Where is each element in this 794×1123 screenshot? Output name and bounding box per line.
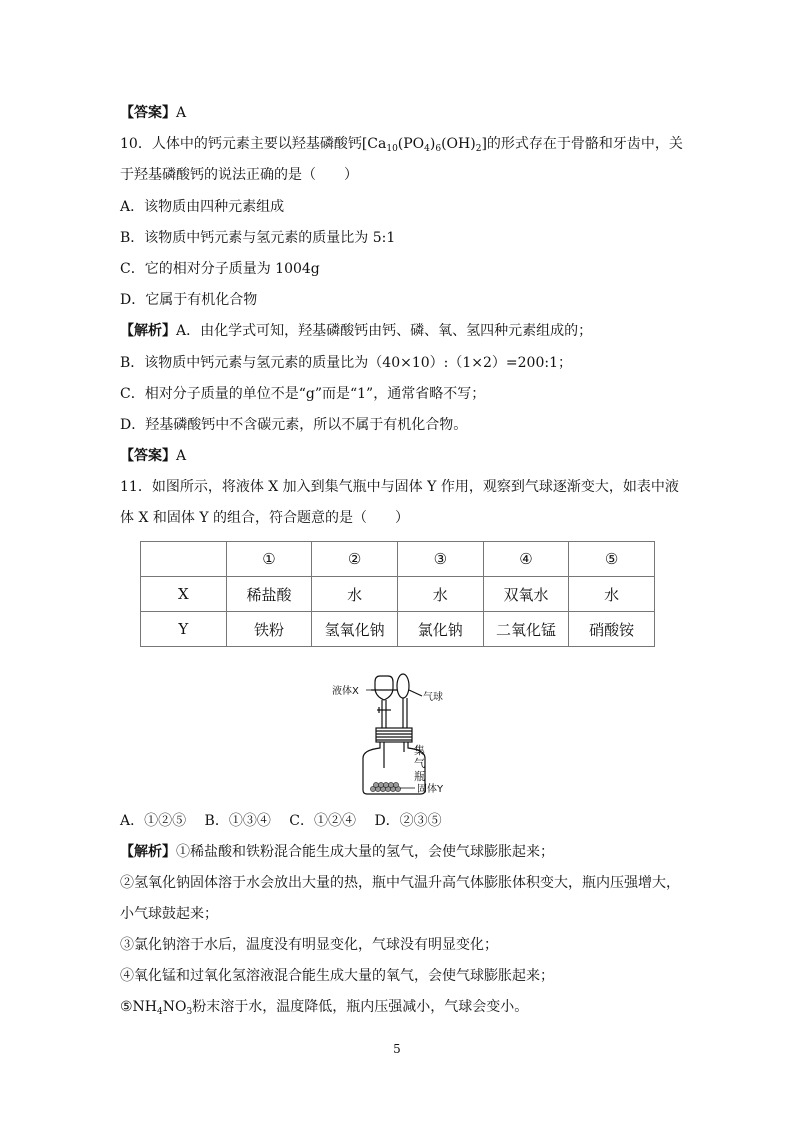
label-balloon: 气球	[423, 692, 443, 703]
q10-analysis-b: B．该物质中钙元素与氢元素的质量比为（40×10）:（1×2）=200:1；	[120, 355, 572, 371]
subscript: 3	[186, 1007, 193, 1017]
table-cell: ④	[483, 542, 569, 577]
table-cell: 氯化钠	[397, 612, 483, 647]
apparatus-figure	[330, 668, 470, 800]
q11-analysis-3: ③氯化钠溶于水后，温度没有明显变化，气球没有明显变化；	[120, 937, 498, 953]
balloon	[397, 674, 422, 734]
q9-answer-line	[120, 103, 186, 123]
table-cell: 氢氧化钠	[312, 612, 398, 647]
subscript: 4	[157, 1007, 163, 1017]
label-liquid-x: 液体X	[332, 686, 359, 697]
label-bottle-3: 瓶	[414, 770, 425, 783]
q11-analysis-1-line	[120, 842, 554, 862]
formula-part: (OH)	[441, 136, 476, 152]
q10-option-a: A．该物质由四种元素组成	[120, 199, 285, 215]
label-bottle-2: 气	[414, 757, 425, 770]
solid-particles	[370, 782, 400, 791]
table-cell: ③	[397, 542, 483, 577]
table-cell: Y	[141, 612, 227, 647]
q10-option-c: C．它的相对分子质量为 1004g	[120, 261, 320, 277]
answer-value: A	[176, 448, 187, 464]
q10-analysis-a-line	[120, 321, 592, 341]
table-cell: ⑤	[569, 542, 655, 577]
q11-analysis-2b: 小气球鼓起来；	[120, 906, 218, 922]
q11-options: A．①②⑤ B．①③④ C．①②④ D．②③⑤	[120, 813, 442, 829]
analysis-label: 【解析】	[120, 323, 176, 339]
funnel	[371, 676, 397, 736]
table-cell: ②	[312, 542, 398, 577]
answer-value: A	[176, 105, 187, 121]
table-cell: 水	[569, 577, 655, 612]
analysis-label: 【解析】	[120, 844, 176, 860]
q11-analysis-4: ④氧化锰和过氧化氢溶液混合能生成大量的氧气，会使气球膨胀起来；	[120, 968, 554, 984]
q10-stem-line2: 于羟基磷酸钙的说法正确的是（ ）	[120, 167, 358, 183]
apparatus-diagram	[330, 668, 470, 800]
q10-stem-text: ]的形式存在于骨骼和牙齿中，关	[481, 136, 683, 152]
table-cell: ①	[226, 542, 312, 577]
q10-analysis-d: D．羟基磷酸钙中不含碳元素，所以不属于有机化合物。	[120, 417, 468, 433]
table-cell: 水	[397, 577, 483, 612]
q10-option-d: D．它属于有机化合物	[120, 292, 258, 308]
subscript: 2	[475, 144, 482, 154]
answer-label: 【答案】	[120, 448, 176, 464]
table-cell: 稀盐酸	[226, 577, 312, 612]
label-solid-y: 固体Y	[417, 784, 444, 795]
formula-part: )	[429, 136, 436, 152]
q10-option-b: B．该物质中钙元素与氢元素的质量比为 5:1	[120, 230, 396, 246]
table-cell	[141, 542, 227, 577]
formula-part: NO	[162, 999, 187, 1015]
analysis-text: ①稀盐酸和铁粉混合能生成大量的氢气，会使气球膨胀起来；	[176, 844, 554, 860]
answer-label: 【答案】	[120, 105, 176, 121]
subscript: 4	[424, 144, 430, 154]
analysis-text: A．由化学式可知，羟基磷酸钙由钙、磷、氧、氢四种元素组成的；	[176, 323, 593, 339]
table-header-row	[141, 542, 655, 577]
table-cell: X	[141, 577, 227, 612]
stopper	[376, 728, 412, 742]
table-cell: 水	[312, 577, 398, 612]
subscript: 6	[435, 144, 442, 154]
table-cell: 铁粉	[226, 612, 312, 647]
q10-stem-text: 10．人体中的钙元素主要以羟基磷酸钙[Ca	[120, 136, 387, 152]
combination-table	[140, 541, 655, 647]
table-cell: 二氧化锰	[483, 612, 569, 647]
q11-analysis-2a: ②氢氧化钠固体溶于水会放出大量的热，瓶中气温升高气体膨胀体积变大，瓶内压强增大，	[120, 875, 680, 891]
q11-stem-line1: 11．如图所示，将液体 X 加入到集气瓶中与固体 Y 作用，观察到气球逐渐变大，如表中液	[120, 479, 679, 495]
q10-answer-line	[120, 446, 186, 466]
formula-part: (PO	[397, 136, 425, 152]
table-cell: 硝酸铵	[569, 612, 655, 647]
q11-stem-line2: 体 X 和固体 Y 的组合，符合题意的是（ ）	[120, 510, 410, 526]
table-row	[141, 577, 655, 612]
table-cell: 双氧水	[483, 577, 569, 612]
table-row	[141, 612, 655, 647]
q10-stem-line1	[120, 134, 683, 154]
page-number: 5	[393, 1042, 401, 1056]
analysis-text: 粉末溶于水，温度降低，瓶内压强减小，气球会变小。	[192, 999, 529, 1015]
subscript: 10	[386, 144, 398, 154]
formula-part: ⑤NH	[120, 999, 158, 1015]
label-bottle-1: 集	[414, 744, 425, 757]
q10-analysis-c: C．相对分子质量的单位不是“g”而是“1”，通常省略不写；	[120, 386, 486, 402]
q11-analysis-5-line	[120, 997, 528, 1017]
